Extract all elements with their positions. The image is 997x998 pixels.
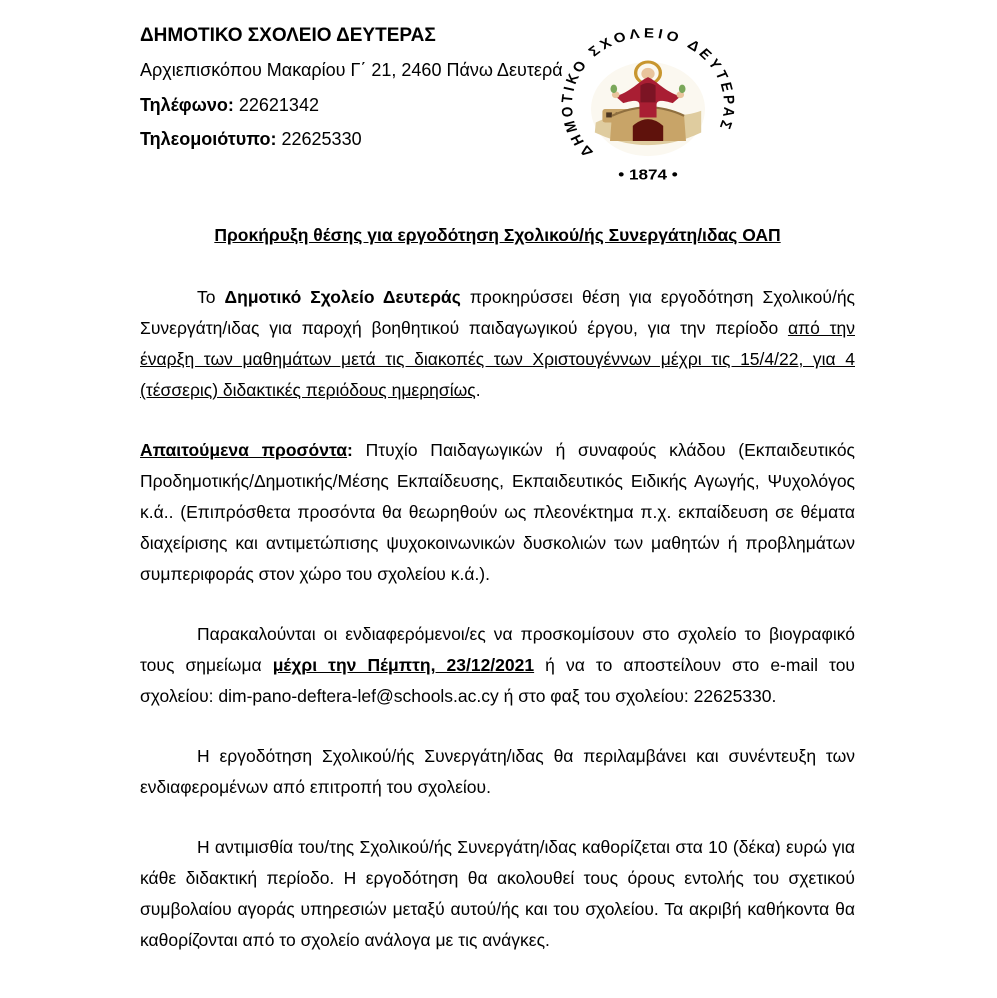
flower-right-icon bbox=[679, 85, 686, 93]
document-title: Προκήρυξη θέσης για εργοδότηση Σχολικού/ής Συνεργάτη/ιδας ΟΑΠ bbox=[214, 225, 781, 245]
phone-label: Τηλέφωνο: bbox=[140, 95, 234, 115]
phone-value: 22621342 bbox=[238, 95, 319, 115]
school-name: ΔΗΜΟΤΙΚΟ ΣΧΟΛΕΙΟ ΔΕΥΤΕΡΑΣ bbox=[140, 25, 436, 46]
text-run: Το bbox=[197, 287, 225, 307]
text-run: : bbox=[347, 440, 353, 460]
fax-line bbox=[140, 122, 855, 156]
document-body bbox=[140, 282, 855, 956]
text-run: Η αντιμισθία του/της Σχολικού/ής Συνεργάτη/ιδας καθορίζεται στα 10 (δέκα) ευρώ για κάθε διδακτική περίοδο. Η εργοδότηση θα ακολουθεί τους όρους εντολής του σχετικού συμβολαίου αγοράς υπηρεσιών μεταξύ αυτού/ής και του σχολείου. Τα ακριβή καθήκοντα θα καθορίζονται από το σχολείο ανάλογα με τις ανάγκες. bbox=[140, 837, 855, 950]
letterhead bbox=[140, 18, 855, 184]
fax-label: Τηλεομοιότυπο: bbox=[140, 129, 277, 149]
text-run: μέχρι την Πέμπτη, 23/12/2021 bbox=[272, 655, 535, 675]
text-run: Παρακαλούνται οι ενδιαφερόμενοι/ες να προσκομίσουν στο σχολείο το βιογραφικό τους σημείωμα bbox=[140, 624, 855, 675]
text-run: Η εργοδότηση Σχολικού/ής Συνεργάτη/ιδας θα περιλαμβάνει και συνέντευξη των ενδιαφερομένων από επιτροπή του σχολείου. bbox=[140, 746, 855, 797]
text-run: . bbox=[475, 380, 481, 400]
paragraph-remuneration bbox=[140, 832, 855, 956]
school-seal-graphic bbox=[553, 20, 743, 188]
text-run: ή να το αποστείλουν στο e-mail του σχολείου: dim-pano-deftera-lef@schools.ac.cy ή στο φαξ του σχολείου: 22625330. bbox=[140, 655, 856, 706]
seal-year-text: • 1874 • bbox=[618, 166, 678, 184]
paragraph-interview bbox=[140, 741, 855, 803]
text-run: από την έναρξη των μαθημάτων μετά τις διακοπές των Χριστουγέννων μέχρι τις 15/4/22, για 4 (τέσσερις) διδακτικές περιόδους ημερησίως bbox=[140, 318, 855, 400]
text-run: Πτυχίο Παιδαγωγικών ή συναφούς κλάδου (Εκπαιδευτικός Προδημοτικής/Δημοτικής/Μέσης Εκπαίδευσης, Εκπαιδευτικός Ειδικής Αγωγής, Ψυχολόγος κ.ά.. (Επιπρόσθετα προσόντα θα θεωρηθούν ως πλεονέκτημα π.χ. εκπαίδευση σε θέματα διαχείρισης και αντιμετώπισης ψυχοκοινωνικών δυσκολιών των μαθητών ή προβλημάτων συμπεριφοράς στον χώρο του σχολείου κ.ά.). bbox=[140, 440, 855, 584]
building-window-icon bbox=[606, 112, 612, 117]
flower-left-icon bbox=[610, 85, 617, 93]
madonna-robe-fold bbox=[640, 83, 655, 102]
paragraph-qualifications bbox=[140, 435, 855, 590]
fax-value: 22625330 bbox=[281, 129, 362, 149]
paragraph-intro bbox=[140, 282, 855, 406]
seal-arc-text: ΔΗΜΟΤΙΚΟ ΣΧΟΛΕΙΟ ΔΕΥΤΕΡΑΣ bbox=[558, 26, 737, 160]
text-run: Δημοτικό Σχολείο Δευτεράς bbox=[224, 287, 461, 307]
text-run: προκηρύσσει θέση για εργοδότηση Σχολικού/ής Συνεργάτη/ιδας για παροχή βοηθητικού παιδαγωγικού έργου, για την περίοδο bbox=[140, 287, 855, 338]
text-run: Απαιτούμενα προσόντα bbox=[140, 440, 348, 460]
paragraph-submission bbox=[140, 619, 855, 712]
school-seal bbox=[553, 20, 743, 188]
phone-line bbox=[140, 88, 855, 122]
school-address: Αρχιεπισκόπου Μακαρίου Γ΄ 21, 2460 Πάνω Δευτερά bbox=[140, 60, 563, 80]
